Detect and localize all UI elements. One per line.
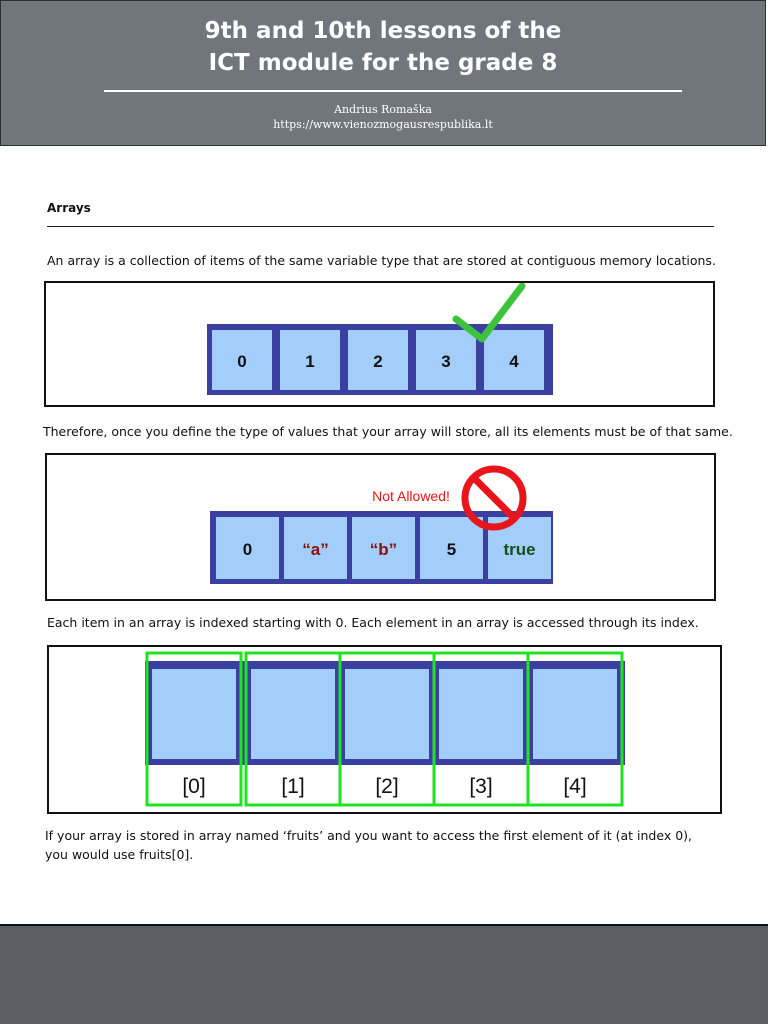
title-line-2: ICT module for the grade 8	[208, 50, 558, 76]
array-cell-value: “b”	[369, 540, 398, 559]
array-cell-value: 4	[509, 352, 519, 371]
array-cell-value: 5	[446, 540, 457, 559]
index-label: [2]	[375, 775, 399, 798]
author-website: https://www.vienozmogausrespublika.lt	[273, 118, 493, 131]
author-name: Andrius Romaška	[334, 103, 432, 116]
array-cell	[345, 669, 429, 759]
paragraph-access-example: If your array is stored in array named ‘fruits’ and you want to access the first element of it (at index 0), you would use fruits[0].	[45, 828, 693, 862]
array-cell	[152, 669, 236, 759]
paragraph-indexing: Each item in an array is indexed starting with 0. Each element in an array is accessed through its index.	[47, 615, 699, 630]
array-indices-diagram	[49, 647, 720, 812]
author-block	[1, 102, 765, 132]
section-divider	[47, 226, 714, 227]
paragraph-definition: An array is a collection of items of the same variable type that are stored at contiguous memory locations.	[47, 253, 716, 268]
index-label: [3]	[469, 775, 493, 798]
page-footer	[0, 924, 768, 1024]
array-cell-value: 1	[305, 352, 315, 371]
array-cell	[533, 669, 617, 759]
array-cell	[251, 669, 335, 759]
array-cell-value: 0	[237, 352, 247, 371]
array-basic-diagram	[46, 283, 713, 405]
not-allowed-label: Not Allowed!	[372, 488, 450, 504]
document-title	[1, 15, 765, 79]
index-label: [1]	[281, 775, 305, 798]
mixed-types-diagram	[47, 455, 714, 599]
figure-mixed-types	[45, 453, 716, 601]
array-cell-value: 2	[373, 352, 383, 371]
array-cell-value: “a”	[302, 540, 329, 559]
section-title: Arrays	[47, 201, 91, 215]
index-label: [4]	[563, 775, 587, 798]
figure-array-indices	[47, 645, 722, 814]
index-label: [0]	[182, 775, 206, 798]
paragraph-same-type: Therefore, once you define the type of values that your array will store, all its elements must be of that same.	[43, 424, 733, 439]
title-divider	[104, 90, 682, 92]
title-line-1: 9th and 10th lessons of the	[204, 18, 562, 44]
array-cell-value: true	[503, 540, 536, 559]
array-cell	[439, 669, 523, 759]
page-header	[0, 0, 766, 146]
array-cell-value: 0	[242, 540, 253, 559]
array-cell-value: 3	[441, 352, 451, 371]
figure-array-basic	[44, 281, 715, 407]
